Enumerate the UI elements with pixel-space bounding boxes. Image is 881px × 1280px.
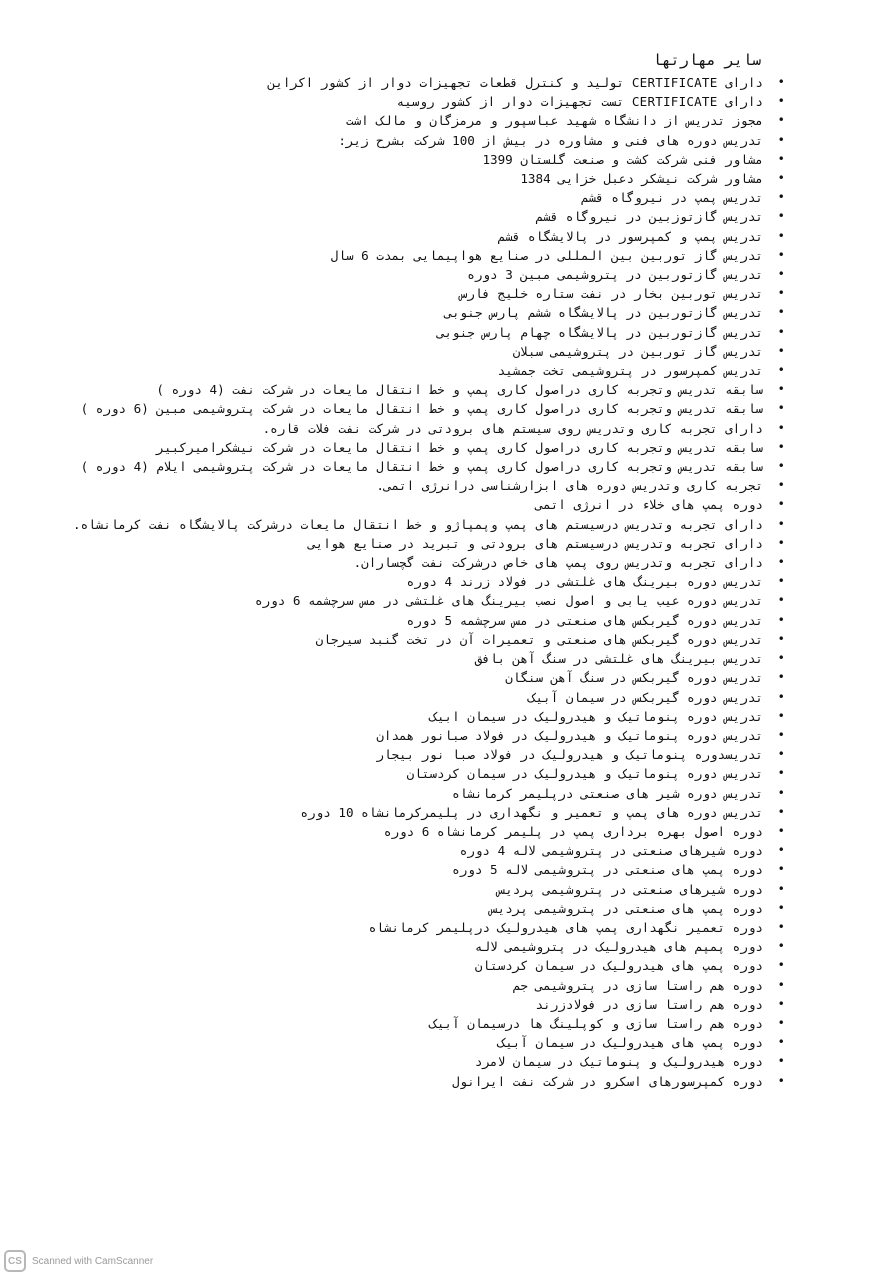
skills-list [73,73,785,1091]
skill-text: دوره اصول بهره برداری پمپ در پلیمر کرمانشاه 6 دوره [383,823,763,839]
skill-text: تدریس دوره عیب یابی و اصول نصب بیرینگ های غلتشی در مس سرچشمه 6 دوره [254,593,763,609]
skill-text: تدریس دوره پنوماتیک و هیدرولیک در سیمان کردستان [406,766,763,782]
bullet-icon: • [777,651,785,666]
bullet-icon: • [777,75,785,89]
skill-list-item [73,207,785,226]
skill-list-item [73,534,785,553]
bullet-icon: • [777,843,785,858]
bullet-icon: • [777,228,785,243]
skill-text: دارای تجربه وتدریس درسیستم های برودتی و تبرید در صنایع هوایی [308,535,763,551]
bullet-icon: • [777,286,785,301]
skill-list-item [73,918,785,937]
bullet-icon: • [777,324,785,339]
skill-text: دارای CERTIFICATE تست تجهیزات دوار از کشور روسیه [396,94,763,110]
skill-text: دوره پمپ های صنعتی در پتروشیمی لاله 5 دوره [452,862,763,878]
bullet-icon: • [777,113,785,128]
skill-text: دوره پمپ های خلاء در انرژی اتمی [535,497,763,513]
skill-text: دوره کمپرسورهای اسکرو در شرکت نفت ایرانول [452,1073,763,1089]
bullet-icon: • [777,785,785,800]
skill-text: دوره پمپ های هیدرولیک در سیمان آبیک [497,1035,763,1051]
skill-text: تدریس دوره بیرینگ های غلتشی در فولاد زرند 4 دوره [406,574,763,590]
bullet-icon: • [777,497,785,512]
bullet-icon: • [777,555,785,570]
bullet-icon: • [777,958,785,973]
skill-text: تدریس توربین بخار در نفت ستاره خلیج فارس [459,286,763,302]
bullet-icon: • [777,1015,785,1030]
section-heading: سایر مهارتها [652,51,761,69]
bullet-icon: • [777,382,785,397]
bullet-icon: • [777,612,785,627]
skill-text: دوره شیرهای صنعتی در پتروشیمی پردیس [497,881,763,897]
skill-list-item [73,438,785,457]
bullet-icon: • [777,593,785,608]
skill-list-item [73,188,785,207]
skill-text: تجربه کاری وتدریس دوره های ابزارشناسی درانرژی اتمی. [376,478,763,494]
bullet-icon: • [777,171,785,186]
skill-list-item [73,880,785,899]
skill-list-item [73,745,785,764]
bullet-icon: • [777,862,785,877]
skill-list-item [73,937,785,956]
skill-text: دارای تجربه وتدریس روی پمپ های خاص درشرکت نفت گچساران. [353,555,763,571]
skill-list-item [73,150,785,169]
bullet-icon: • [777,747,785,762]
skill-text: تدریس دوره های فنی و مشاوره در بیش از 100 شرکت بشرح زیر: [338,132,763,148]
bullet-icon: • [777,151,785,166]
camscanner-logo-icon: CS [4,1250,26,1272]
skill-list-item [73,726,785,745]
skill-text: تدریس بیرینگ های غلتشی در سنگ آهن بافق [474,651,763,667]
skill-list-item [73,1072,785,1091]
skill-list-item [73,303,785,322]
skill-list-item [73,1033,785,1052]
bullet-icon: • [777,305,785,320]
skill-list-item [73,515,785,534]
skill-list-item [73,803,785,822]
skill-text: دوره شیرهای صنعتی در پتروشیمی لاله 4 دوره [459,843,763,859]
skill-list-item [73,169,785,188]
skill-text: سابقه تدریس وتجربه کاری دراصول کاری پمپ و خط انتقال مایعات در شرکت پتروشیمی ایلام (4 دوره ) [80,459,763,475]
bullet-icon: • [777,631,785,646]
skill-text: سابقه تدریس وتجربه کاری دراصول کاری پمپ و خط انتقال مایعات در شرکت نفت (4 دوره ) [156,382,763,398]
skill-list-item [73,246,785,265]
bullet-icon: • [777,689,785,704]
skill-list-item [73,956,785,975]
skill-list-item [73,265,785,284]
bullet-icon: • [777,766,785,781]
skill-text: تدریس دوره گیربکس در سنگ آهن سنگان [505,670,763,686]
bullet-icon: • [777,996,785,1011]
skill-list-item [73,380,785,399]
skill-text: تدریس گاز توربین بین المللی در صنایع هواپیمایی بمدت 6 سال [330,247,763,263]
skill-list-item [73,361,785,380]
skill-list-item [73,591,785,610]
skill-list-item [73,495,785,514]
bullet-icon: • [777,267,785,282]
skill-list-item [73,73,785,92]
skill-list-item [73,419,785,438]
bullet-icon: • [777,1073,785,1088]
skill-text: تدریس گازتوربین در پالایشگاه ششم پارس جنوبی [444,305,763,321]
skill-text: دوره هم راستا سازی در فولادزرند [535,996,763,1012]
bullet-icon: • [777,1054,785,1069]
skill-list-item [73,399,785,418]
skill-text: سابقه تدریس وتجربه کاری دراصول کاری پمپ و خط انتقال مایعات در شرکت پتروشیمی مبین (6 دوره ) [80,401,763,417]
skill-list-item [73,611,785,630]
skill-list-item [73,860,785,879]
skill-text: تدریس گازتوربین در پالایشگاه چهام پارس جنوبی [436,324,763,340]
bullet-icon: • [777,919,785,934]
bullet-icon: • [777,574,785,589]
skill-list-item [73,457,785,476]
bullet-icon: • [777,804,785,819]
bullet-icon: • [777,478,785,493]
skill-list-item [73,323,785,342]
skill-text: مشاور فنی شرکت کشت و صنعت گلستان 1399 [482,151,763,167]
camscanner-watermark [4,1250,153,1272]
skill-text: تدریس دوره گیربکس های صنعتی و تعمیرات آن در تخت گنبد سیرجان [315,631,763,647]
skill-text: دوره پمپم های هیدرولیک در پتروشیمی لاله [474,939,763,955]
skill-list-item [73,342,785,361]
skill-text: دوره هیدرولیک و پنوماتیک در سیمان لامرد [474,1054,763,1070]
skill-list-item [73,899,785,918]
bullet-icon: • [777,900,785,915]
skill-text: تدریس دوره پنوماتیک و هیدرولیک در فولاد صبانور همدان [376,727,763,743]
skill-text: تدریس پمپ در نیروگاه قشم [581,190,763,206]
skill-text: تدریس گاز توربین در پتروشیمی سبلان [512,343,763,359]
skill-list-item [73,649,785,668]
skill-list-item [73,668,785,687]
bullet-icon: • [777,881,785,896]
skill-list-item [73,841,785,860]
skill-list-item [73,707,785,726]
skill-list-item [73,764,785,783]
skill-text: دوره پمپ های صنعتی در پتروشیمی پردیس [490,900,763,916]
skill-list-item [73,111,785,130]
bullet-icon: • [777,1035,785,1050]
bullet-icon: • [777,94,785,109]
skill-text: تدریس گازتوزبین در نیروگاه قشم [535,209,763,225]
skill-list-item [73,822,785,841]
skill-list-item [73,1052,785,1071]
skill-list-item [73,131,785,150]
skill-list-item [73,630,785,649]
skill-text: تدریس پمپ و کمپرسور در پالایشگاه قشم [497,228,763,244]
bullet-icon: • [777,939,785,954]
skill-text: مجوز تدریس از دانشگاه شهید عباسپور و مرمزگان و مالک اشت [345,113,763,129]
skill-text: مشاور شرکت نیشکر دعبل خزایی 1384 [520,171,763,187]
skill-text: تدریس دوره گیربکس های صنعتی در مس سرچشمه 5 دوره [406,612,763,628]
skill-list-item [73,1014,785,1033]
bullet-icon: • [777,401,785,416]
watermark-caption: Scanned with CamScanner [32,1255,154,1267]
bullet-icon: • [777,977,785,992]
skill-text: دوره هم راستا سازی و کوپلینگ ها درسیمان آبیک [429,1015,763,1031]
bullet-icon: • [777,363,785,378]
bullet-icon: • [777,209,785,224]
skill-text: تدریس دوره گیربکس در سیمان آبیک [527,689,763,705]
skills-section [73,50,785,1091]
bullet-icon: • [777,670,785,685]
skill-list-item [73,784,785,803]
skill-list-item [73,92,785,111]
bullet-icon: • [777,535,785,550]
bullet-icon: • [777,132,785,147]
skill-list-item [73,553,785,572]
skill-text: دارای تجربه وتدریس درسیستم های پمپ وپمپاژو و خط انتقال مایعات درشرکت پالایشگاه نفت کرمانشاه. [73,516,763,532]
skill-text: دارای تجربه کاری وتدریس روی سیستم های برودتی در شرکت نفت فلات قاره. [262,420,763,436]
skill-list-item [73,688,785,707]
bullet-icon: • [777,420,785,435]
skill-text: تدریس دوره های پمپ و تعمیر و نگهداری در پلیمرکرمانشاه 10 دوره [300,804,763,820]
skill-text: دارای CERTIFICATE تولید و کنترل قطعات تجهیزات دوار از کشور اکراین [267,75,763,90]
skill-text: سابقه تدریس وتجربه کاری دراصول کاری پمپ و خط انتقال مایعات در شرکت نیشکرامیرکبیر [156,439,763,455]
bullet-icon: • [777,343,785,358]
bullet-icon: • [777,516,785,531]
skill-text: تدریس کمپرسور در پتروشیمی تخت جمشید [497,363,763,379]
bullet-icon: • [777,459,785,474]
bullet-icon: • [777,823,785,838]
skill-text: دوره پمپ های هیدرولیک در سیمان کردستان [474,958,763,974]
bullet-icon: • [777,439,785,454]
bullet-icon: • [777,190,785,205]
skill-text: تدریسدوره پنوماتیک و هیدرولیک در فولاد صبا نور بیجار [376,747,763,763]
skill-list-item [73,476,785,495]
skill-list-item [73,995,785,1014]
skill-text: تدریس گازتوربین در پتروشیمی مبین 3 دوره [467,267,763,283]
bullet-icon: • [777,247,785,262]
skill-text: تدریس دوره پنوماتیک و هیدرولیک در سیمان ابیک [429,708,763,724]
bullet-icon: • [777,727,785,742]
skill-list-item [73,572,785,591]
skill-text: دوره هم راستا سازی در پتروشیمی جم [512,977,763,993]
skill-list-item [73,227,785,246]
skill-text: تدریس دوره شیر های صنعتی درپلیمر کرمانشاه [452,785,763,801]
skill-text: دوره تعمیر نگهداری پمپ های هیدرولیک درپلیمر کرمانشاه [368,919,763,935]
skill-list-item [73,284,785,303]
bullet-icon: • [777,708,785,723]
skill-list-item [73,976,785,995]
